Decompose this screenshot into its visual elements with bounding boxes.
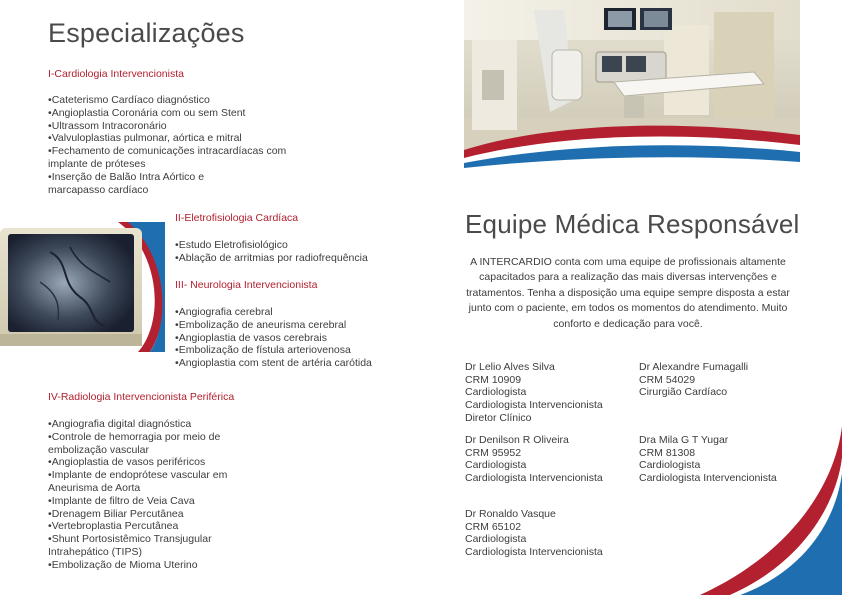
doctor-role: Cardiologista Intervencionista	[465, 399, 603, 412]
section-heading-eletrofisiologia: II-Eletrofisiologia Cardíaca	[175, 212, 299, 224]
section-heading-cardiologia: I-Cardiologia Intervencionista	[48, 68, 184, 80]
doctor-name: Dr Ronaldo Vasque	[465, 508, 556, 520]
doctor-name: Dr Lelio Alves Silva	[465, 361, 555, 373]
doctor-role: Diretor Clínico	[465, 411, 532, 424]
doctor-crm: CRM 10909	[465, 373, 522, 386]
doctor-role: Cardiologista	[465, 386, 527, 399]
doctor-role: Cardiologista Intervencionista	[465, 472, 603, 485]
doctor-role: Cardiologista Intervencionista	[465, 546, 603, 559]
list-item: • Inserção de Balão Intra Aórtico e marcapasso cardíaco	[48, 171, 238, 197]
list-item: • Angiografia digital diagnóstica	[48, 418, 243, 431]
list-item: • Embolização de aneurisma cerebral	[175, 319, 415, 332]
list-item: • Drenagem Biliar Percutânea	[48, 508, 243, 521]
list-item: • Shunt Portosistêmico Transjugular Intrahepático (TIPS)	[48, 533, 243, 559]
doctor-card	[465, 361, 603, 425]
list-item: • Controle de hemorragia por meio de embolização vascular	[48, 431, 243, 457]
list-item: • Embolização de Mioma Uterino	[48, 559, 243, 572]
section-heading-radiologia: IV-Radiologia Intervencionista Periférica	[48, 391, 235, 403]
doctor-card	[465, 508, 603, 559]
page-title: Especializações	[48, 18, 245, 48]
list-item: • Implante de filtro de Veia Cava	[48, 495, 243, 508]
list-cardiologia	[48, 94, 308, 196]
doctor-crm: CRM 95952	[465, 446, 522, 459]
list-item: • Angioplastia de vasos cerebrais	[175, 332, 415, 345]
cath-lab-image	[464, 0, 800, 172]
doctor-role: Cardiologista	[465, 459, 527, 472]
doctor-crm: CRM 54029	[639, 373, 696, 386]
team-intro: A INTERCARDIO conta com uma equipe de profissionais altamente capacitados para a realização das mais diversas intervenções e tratamentos. Tenha a disposição uma equipe sempre disposta a estar junto com o paciente, em todos os momentos do atendimento. Muito conforto e dedicação para você.	[466, 256, 790, 330]
list-item: • Fechamento de comunicações intracardíacas com implante de próteses	[48, 145, 308, 171]
list-item: • Angioplastia com stent de artéria carótida	[175, 357, 415, 370]
doctor-role: Cardiologista Intervencionista	[639, 472, 777, 485]
doctor-name: Dr Alexandre Fumagalli	[639, 361, 749, 373]
doctor-card	[639, 361, 748, 399]
doctor-role: Cardiologista	[465, 533, 527, 546]
doctor-crm: CRM 65102	[465, 520, 522, 533]
list-item: • Angioplastia de vasos periféricos	[48, 456, 243, 469]
list-item: • Estudo Eletrofisiológico	[175, 239, 415, 252]
team-title: Equipe Médica Responsável	[465, 209, 800, 239]
list-eletrofisiologia	[175, 239, 415, 265]
list-item: • Angiografia cerebral	[175, 306, 415, 319]
doctor-card	[465, 434, 603, 485]
doctor-name: Dra Mila G T Yugar	[639, 434, 729, 446]
list-item: • Vertebroplastia Percutânea	[48, 520, 243, 533]
list-item: • Ultrassom Intracoronário	[48, 120, 308, 133]
doctor-role: Cirurgião Cardíaco	[639, 386, 728, 399]
doctor-name: Dr Denilson R Oliveira	[465, 434, 569, 446]
list-item: • Embolização de fístula arteriovenosa	[175, 344, 415, 357]
list-neurologia	[175, 306, 415, 370]
decorative-swoosh	[700, 395, 842, 595]
monitor-image	[0, 222, 165, 352]
section-heading-neurologia: III- Neurologia Intervencionista	[175, 279, 318, 291]
list-item: • Cateterismo Cardíaco diagnóstico	[48, 94, 308, 107]
list-item: • Valvuloplastias pulmonar, aórtica e mitral	[48, 132, 308, 145]
doctor-role: Cardiologista	[639, 459, 701, 472]
list-item: • Implante de endoprótese vascular em Aneurisma de Aorta	[48, 469, 243, 495]
list-item: • Ablação de arritmias por radiofrequência	[175, 252, 415, 265]
doctor-crm: CRM 81308	[639, 446, 696, 459]
list-radiologia	[48, 418, 243, 572]
list-item: • Angioplastia Coronária com ou sem Stent	[48, 107, 308, 120]
